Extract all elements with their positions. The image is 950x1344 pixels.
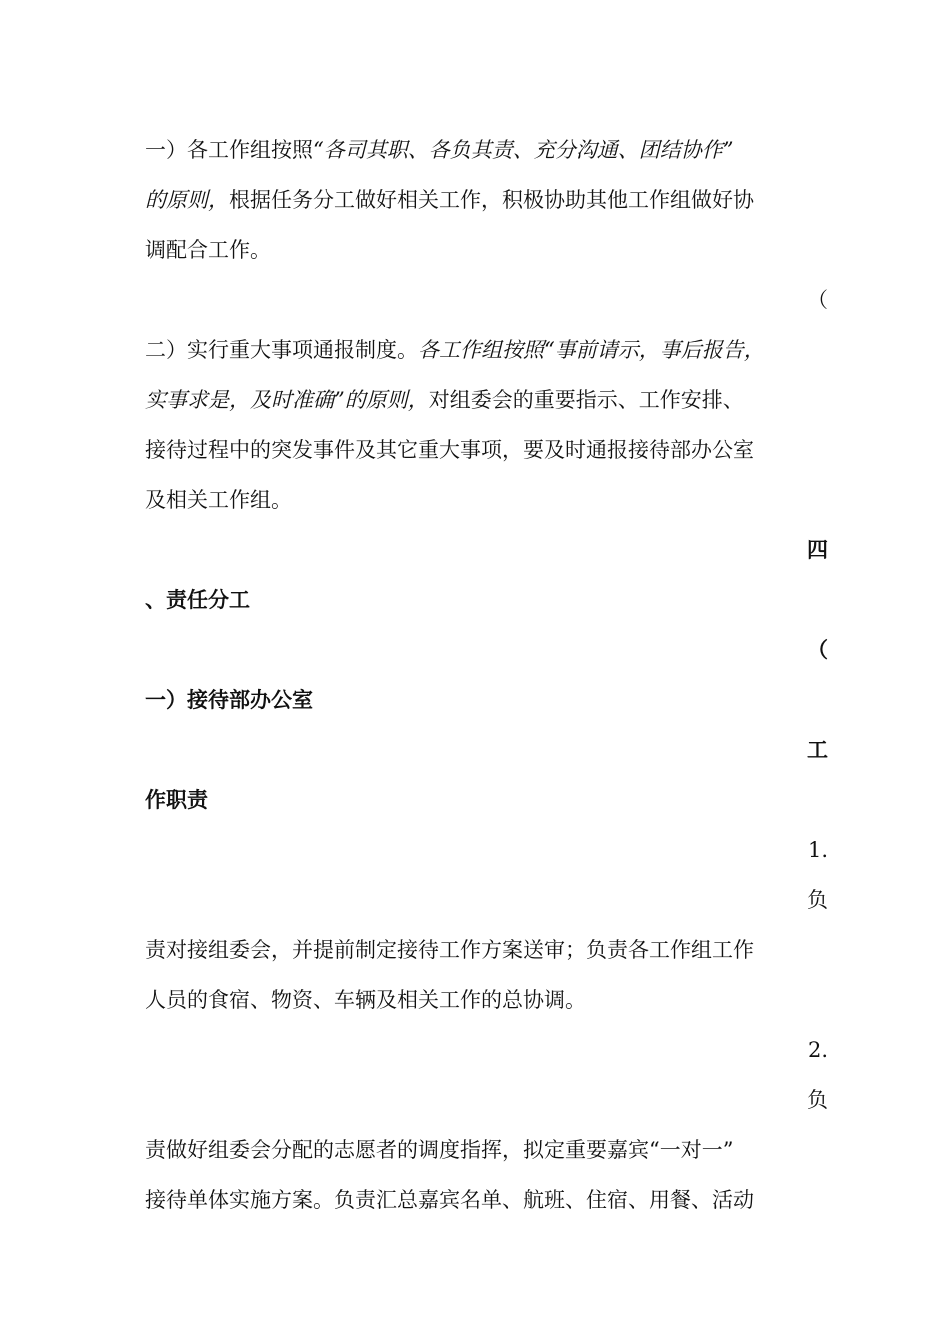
item-2-line-2: 接待单体实施方案。负责汇总嘉宾名单、航班、住宿、用餐、活动: [145, 1188, 754, 1212]
paragraph-1-line-2: [145, 185, 810, 215]
item-1-line-2: 人员的食宿、物资、车辆及相关工作的总协调。: [145, 988, 586, 1012]
item-2-number: 2.: [807, 1038, 828, 1062]
paragraph-2-emphasis: 实事求是，及时准确”的原则，: [145, 388, 429, 412]
paragraph-1-text: 一）各工作组按照: [145, 138, 313, 162]
item-2-first-char: 负: [807, 1088, 828, 1112]
paragraph-2-line-4: 及相关工作组。: [145, 488, 292, 512]
paragraph-2-text: 二）实行重大事项通报制度。: [145, 338, 418, 362]
paragraph-1-line-1: [145, 135, 810, 165]
paragraph-2-open-paren: （: [807, 288, 828, 312]
item-2-line-1: 责做好组委会分配的志愿者的调度指挥，拟定重要嘉宾“一对一”: [145, 1138, 734, 1162]
paragraph-2-line-3: 接待过程中的突发事件及其它重大事项，要及时通报接待部办公室: [145, 438, 754, 462]
paragraph-1-emphasis: 的原则，: [145, 188, 229, 212]
paragraph-1-emphasis: “各司其职、各负其责、充分沟通、团结协作”: [313, 138, 734, 162]
paragraph-2-emphasis: 各工作组按照“事前请示，事后报告，: [418, 338, 765, 362]
subheading-office-title: 一）接待部办公室: [145, 687, 313, 712]
item-1-first-char: 负: [807, 888, 828, 912]
item-1-number: 1.: [807, 838, 828, 862]
subheading-duties-first-char: 工: [807, 737, 828, 762]
section-heading-title: 、责任分工: [145, 587, 250, 612]
section-heading-number: 四: [807, 537, 828, 562]
subheading-duties-title: 作职责: [145, 787, 208, 812]
paragraph-2-line-1: [145, 335, 810, 365]
subheading-open-paren: （: [807, 637, 828, 662]
paragraph-2-text: 对组委会的重要指示、工作安排、: [428, 388, 744, 412]
item-1-line-1: 责对接组委会，并提前制定接待工作方案送审；负责各工作组工作: [145, 938, 754, 962]
paragraph-1-line-3: 调配合工作。: [145, 238, 271, 262]
paragraph-2-line-2: [145, 385, 810, 415]
paragraph-1-text: 根据任务分工做好相关工作，积极协助其他工作组做好协: [229, 188, 754, 212]
